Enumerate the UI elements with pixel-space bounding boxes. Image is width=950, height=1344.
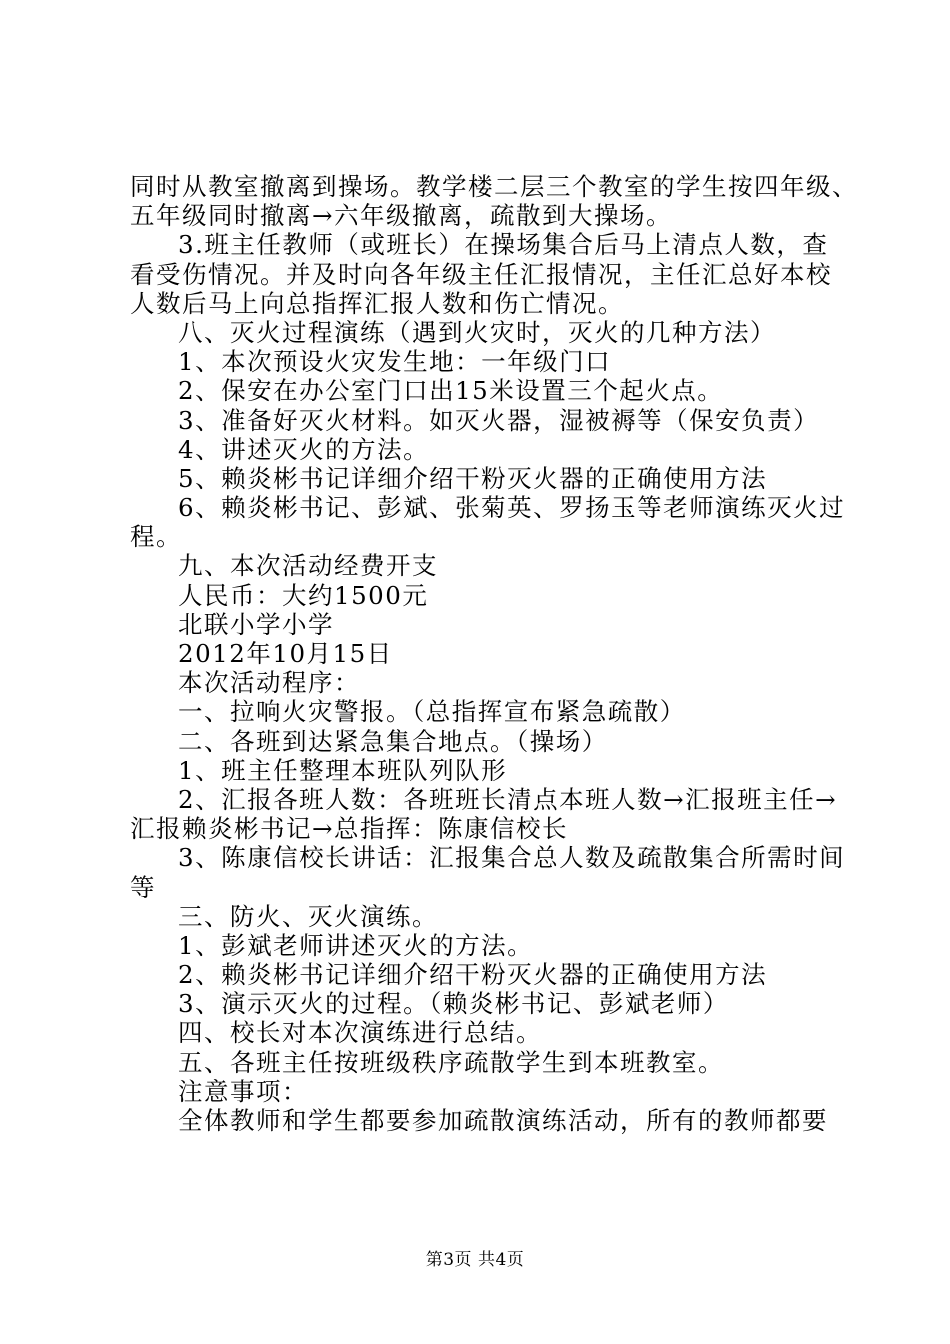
- text-line: 四、校长对本次演练进行总结。: [178, 1018, 542, 1048]
- text-line: 五、各班主任按班级秩序疏散学生到本班教室。: [178, 1047, 724, 1077]
- text-line: 2012年10月15日: [178, 639, 393, 668]
- text-line: 3、陈康信校长讲话：汇报集合总人数及疏散集合所需时间: [178, 843, 846, 873]
- text-line: 1、彭斌老师讲述灭火的方法。: [178, 930, 534, 960]
- text-line: 3、演示灭火的过程。（赖炎彬书记、彭斌老师）: [178, 989, 729, 1019]
- document-body: [130, 172, 858, 1135]
- text-line: 看受伤情况。并及时向各年级主任汇报情况，主任汇总好本校: [130, 259, 832, 289]
- text-line: 4、讲述灭火的方法。: [178, 434, 430, 464]
- text-line: 汇报赖炎彬书记→总指挥：陈康信校长: [130, 814, 569, 844]
- text-line: 一、拉响火灾警报。（总指挥宣布紧急疏散）: [178, 697, 686, 727]
- text-line: 三、防火、灭火演练。: [178, 901, 438, 931]
- text-line: 等: [130, 872, 156, 902]
- text-line: 同时从教室撤离到操场。教学楼二层三个教室的学生按四年级、: [130, 172, 858, 201]
- page-footer: 第3页 共4页: [425, 1250, 525, 1270]
- text-line: 全体教师和学生都要参加疏散演练活动，所有的教师都要: [178, 1106, 828, 1135]
- text-line: 2、汇报各班人数：各班班长清点本班人数→汇报班主任→: [178, 784, 838, 814]
- text-line: 5、赖炎彬书记详细介绍干粉灭火器的正确使用方法: [178, 463, 768, 493]
- text-line: 人数后马上向总指挥汇报人数和伤亡情况。: [130, 288, 624, 318]
- text-line: 6、赖炎彬书记、彭斌、张菊英、罗扬玉等老师演练灭火过: [178, 493, 846, 523]
- text-line: 2、赖炎彬书记详细介绍干粉灭火器的正确使用方法: [178, 960, 768, 990]
- text-line: 1、班主任整理本班队列队形: [178, 755, 508, 785]
- text-line: 北联小学小学: [178, 609, 334, 639]
- text-line: 3、准备好灭火材料。如灭火器，湿被褥等（保安负责）: [178, 405, 820, 435]
- text-line: 3.班主任教师（或班长）在操场集合后马上清点人数，查: [178, 230, 829, 260]
- text-line: 人民币：大约1500元: [178, 580, 429, 610]
- text-line: 本次活动程序：: [178, 668, 360, 698]
- text-line: 九、本次活动经费开支: [178, 551, 438, 581]
- text-line: 二、各班到达紧急集合地点。（操场）: [178, 726, 608, 756]
- text-line: 八、灭火过程演练（遇到火灾时，灭火的几种方法）: [178, 317, 776, 347]
- text-line: 2、保安在办公室门口出15米设置三个起火点。: [178, 376, 724, 406]
- text-line: 程。: [130, 522, 182, 552]
- text-line: 注意事项：: [178, 1076, 308, 1106]
- text-line: 五年级同时撤离→六年级撤离，疏散到大操场。: [130, 201, 673, 231]
- text-line: 1、本次预设火灾发生地：一年级门口: [178, 347, 612, 377]
